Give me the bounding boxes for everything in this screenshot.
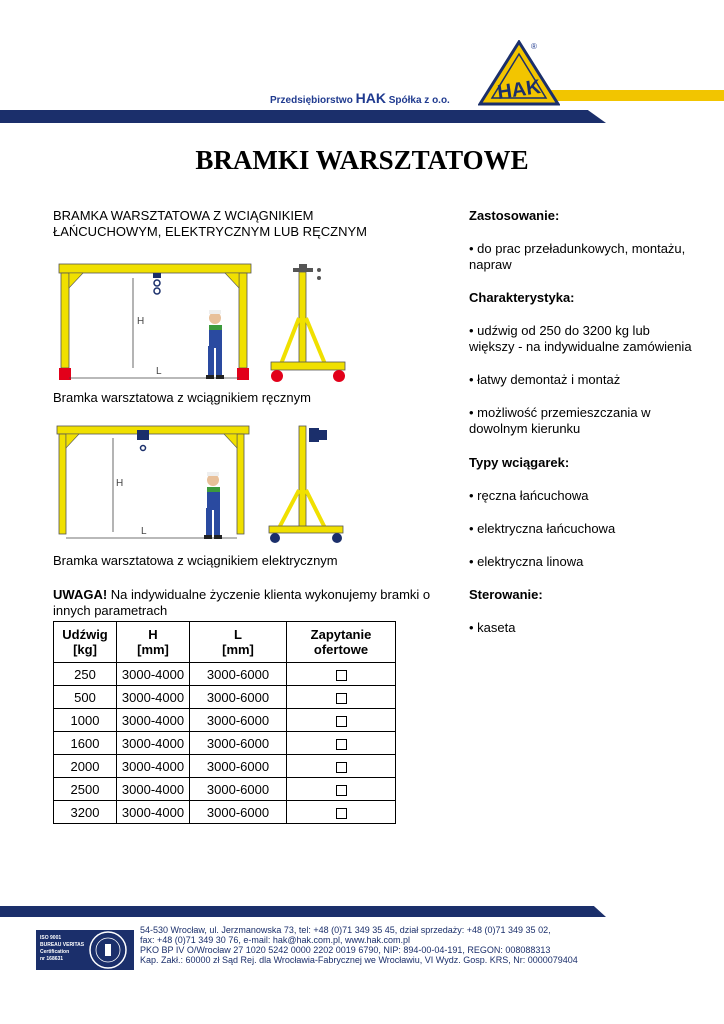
registered-mark: ® — [531, 42, 537, 51]
col-capacity — [54, 622, 117, 663]
note-text: Na indywidualne życzenie klienta wykonujemy bramki o innych parametrach — [53, 587, 431, 618]
company-short-name: HAK — [355, 90, 386, 106]
cell-inquiry — [287, 686, 396, 709]
note-label: UWAGA! — [53, 587, 108, 602]
cell-capacity: 2500 — [54, 778, 117, 801]
cert-line-3: Certification — [40, 949, 70, 955]
certification-text — [40, 935, 84, 963]
footer-registration: Kap. Zakł.: 60000 zł Sąd Rej. dla Wrocławia-Fabrycznej we Wrocławiu, VI Wydz. Gosp. KRS, Nr: 0000079404 — [140, 955, 578, 965]
cell-capacity: 500 — [54, 686, 117, 709]
cell-h: 3000-4000 — [117, 686, 190, 709]
cell-l: 3000-6000 — [190, 709, 287, 732]
col-l-line1: L — [234, 627, 242, 642]
caption-electric: Bramka warsztatowa z wciągnikiem elektrycznym — [53, 553, 338, 568]
col-h-line2: [mm] — [137, 642, 169, 657]
characteristics-item: • możliwość przemieszczania w dowolnym kierunku — [469, 405, 651, 436]
cell-l: 3000-6000 — [190, 755, 287, 778]
col-inquiry-line2: ofertowe — [313, 642, 369, 657]
company-name — [270, 90, 450, 106]
cert-line-1: ISO 9001 — [40, 935, 62, 941]
company-prefix: Przedsiębiorstwo — [270, 95, 353, 106]
gantry-beam — [59, 264, 251, 273]
inquiry-checkbox[interactable] — [336, 762, 347, 773]
table-row — [54, 778, 396, 801]
table-header-row — [54, 622, 396, 663]
hoist-type-item: • elektryczna linowa — [469, 554, 584, 569]
subtitle-line-1: BRAMKA WARSZTATOWA Z WCIĄGNIKIEM — [53, 208, 314, 223]
side-view — [269, 426, 343, 543]
gantry-leg-left — [61, 273, 69, 368]
cell-h: 3000-4000 — [117, 663, 190, 686]
cell-l: 3000-6000 — [190, 732, 287, 755]
hoist-hook — [154, 288, 160, 294]
inquiry-checkbox[interactable] — [336, 739, 347, 750]
dim-l-label: L — [141, 526, 147, 537]
note — [53, 587, 433, 619]
application-item: • do prac przeładunkowych, montażu, napraw — [469, 241, 686, 272]
cell-capacity: 1600 — [54, 732, 117, 755]
electric-hoist — [137, 430, 149, 440]
table-row — [54, 801, 396, 824]
features-column — [469, 208, 699, 636]
col-inquiry — [287, 622, 396, 663]
inquiry-checkbox[interactable] — [336, 716, 347, 727]
header-navy-bar — [0, 110, 606, 123]
col-capacity-line2: [kg] — [73, 642, 97, 657]
product-subtitle — [53, 208, 433, 240]
heading-hoist-types: Typy wciągarek: — [469, 455, 570, 470]
hoist-type-item: • elektryczna łańcuchowa — [469, 521, 616, 536]
dim-h-label: H — [137, 316, 145, 327]
cell-h: 3000-4000 — [117, 709, 190, 732]
characteristics-item: • łatwy demontaż i montaż — [469, 372, 621, 387]
table-row — [54, 755, 396, 778]
table-row — [54, 732, 396, 755]
cell-capacity: 250 — [54, 663, 117, 686]
footer-fax-email: fax: +48 (0)71 349 30 76, e-mail: hak@hak.com.pl, www.hak.com.pl — [140, 935, 411, 945]
cell-capacity: 3200 — [54, 801, 117, 824]
cell-inquiry — [287, 755, 396, 778]
col-h-line1: H — [148, 627, 158, 642]
characteristics-item: • udźwig od 250 do 3200 kg lub większy - na indywidualne zamówienia — [469, 323, 692, 354]
cell-inquiry — [287, 778, 396, 801]
logo-text: HAK — [496, 76, 542, 104]
spec-table — [53, 621, 396, 824]
gantry-leg-right — [237, 434, 244, 534]
heading-application: Zastosowanie: — [469, 208, 560, 223]
col-l — [190, 622, 287, 663]
worker-figure — [206, 310, 224, 379]
heading-characteristics: Charakterystyka: — [469, 290, 575, 305]
dim-h-label: H — [116, 478, 124, 489]
cert-line-4: nr 168631 — [40, 956, 64, 962]
inquiry-checkbox[interactable] — [336, 693, 347, 704]
inquiry-checkbox[interactable] — [336, 785, 347, 796]
col-h — [117, 622, 190, 663]
company-contact-info — [140, 925, 578, 965]
footer-navy-bar — [0, 906, 606, 917]
cell-h: 3000-4000 — [117, 755, 190, 778]
footer-bank: PKO BP IV O/Wrocław 27 1020 5242 0000 2202 0019 6790, NIP: 894-00-04-191, REGON: 008088313 — [140, 945, 551, 955]
worker-figure — [204, 472, 222, 539]
col-capacity-line1: Udźwig — [62, 627, 108, 642]
subtitle-line-2: ŁAŃCUCHOWYM, ELEKTRYCZNYM LUB RĘCZNYM — [53, 224, 367, 239]
table-row — [54, 663, 396, 686]
cell-l: 3000-6000 — [190, 778, 287, 801]
col-l-line2: [mm] — [222, 642, 254, 657]
heading-control: Sterowanie: — [469, 587, 543, 602]
cell-capacity: 1000 — [54, 709, 117, 732]
cert-line-2: BUREAU VERITAS — [40, 942, 85, 948]
page-title: BRAMKI WARSZTATOWE — [195, 145, 529, 175]
caption-manual: Bramka warsztatowa z wciągnikiem ręcznym — [53, 390, 311, 405]
figure-manual-hoist — [53, 258, 353, 388]
cell-inquiry — [287, 732, 396, 755]
cell-l: 3000-6000 — [190, 663, 287, 686]
gantry-leg-right — [239, 273, 247, 368]
cell-h: 3000-4000 — [117, 801, 190, 824]
hoist-type-item: • ręczna łańcuchowa — [469, 488, 589, 503]
cell-inquiry — [287, 663, 396, 686]
control-item: • kaseta — [469, 620, 516, 635]
gantry-leg-left — [59, 434, 66, 534]
cell-l: 3000-6000 — [190, 686, 287, 709]
company-suffix: Spółka z o.o. — [388, 95, 450, 106]
col-inquiry-line1: Zapytanie — [310, 627, 372, 642]
cell-capacity: 2000 — [54, 755, 117, 778]
cell-inquiry — [287, 801, 396, 824]
cell-h: 3000-4000 — [117, 778, 190, 801]
side-view — [271, 264, 345, 382]
inquiry-checkbox[interactable] — [336, 670, 347, 681]
figure-electric-hoist — [53, 420, 353, 550]
cell-h: 3000-4000 — [117, 732, 190, 755]
bureau-veritas-seal-icon — [88, 929, 128, 971]
inquiry-checkbox[interactable] — [336, 808, 347, 819]
dim-l-label: L — [156, 366, 162, 377]
cell-l: 3000-6000 — [190, 801, 287, 824]
table-row — [54, 686, 396, 709]
cell-inquiry — [287, 709, 396, 732]
table-row — [54, 709, 396, 732]
hak-logo — [478, 40, 560, 108]
gantry-beam — [57, 426, 249, 434]
footer-address: 54-530 Wrocław, ul. Jerzmanowska 73, tel: +48 (0)71 349 35 45, dział sprzedaży: +48 (0)71 349 35 02, — [140, 925, 551, 935]
